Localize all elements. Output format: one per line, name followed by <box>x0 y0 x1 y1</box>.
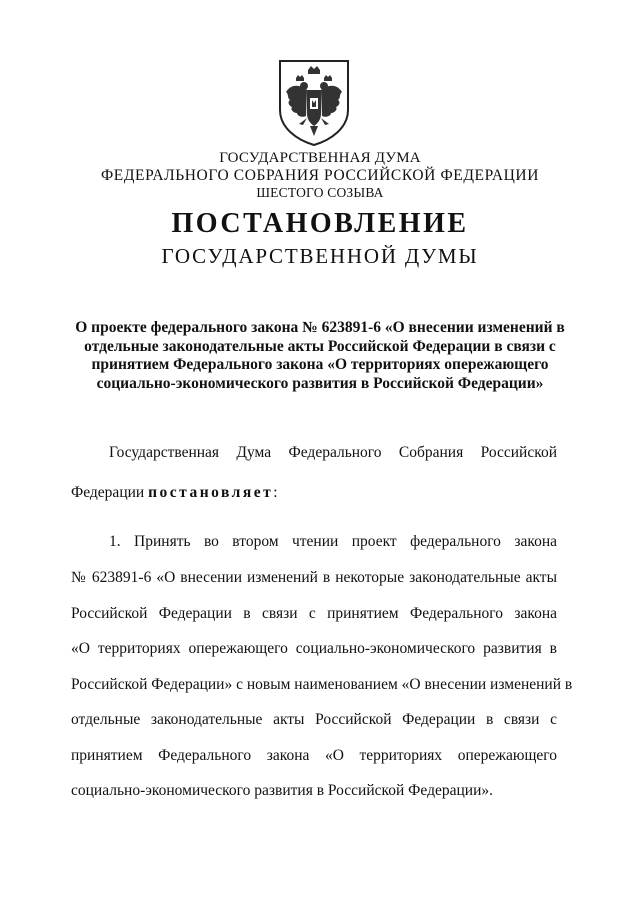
header-convocation: ШЕСТОГО СОЗЫВА <box>256 185 384 200</box>
item1-line: социально-экономического развития в Российской Федерации». <box>71 782 493 799</box>
document-issuer: ГОСУДАРСТВЕННОЙ ДУМЫ <box>161 244 479 268</box>
item1-line: отдельные законодательные акты Российской Федерации в связи с <box>71 711 557 728</box>
subject-line: принятием Федерального закона «О территориях опережающего <box>91 356 549 373</box>
subject-line: отдельные законодательные акты Российской Федерации в связи с <box>84 337 556 355</box>
item1-line: Российской Федерации» с новым наименованием «О внесении изменений в <box>71 676 573 693</box>
preamble-suffix: : <box>273 484 278 501</box>
coat-of-arms-icon <box>277 58 351 148</box>
subject-line: О проекте федерального закона № 623891-6 «О внесении изменений в <box>75 319 565 336</box>
preamble-line <box>71 484 557 502</box>
subject-line: социально-экономического развития в Российской Федерации» <box>96 374 544 392</box>
preamble-prefix: Федерации <box>71 484 145 501</box>
item1-line: № 623891-6 «О внесении изменений в некоторые законодательные акты <box>71 569 557 586</box>
item1-line: «О территориях опережающего социально-экономического развития в <box>71 640 557 657</box>
document-subject <box>60 319 580 393</box>
document-type: ПОСТАНОВЛЕНИЕ <box>171 208 469 239</box>
item1-line: принятием Федерального закона «О территориях опережающего <box>71 747 557 764</box>
preamble-line: Государственная Дума Федерального Собрания Российской <box>109 444 557 461</box>
header-duma: ГОСУДАРСТВЕННАЯ ДУМА <box>219 150 421 166</box>
item1-line: Российской Федерации в связи с принятием Федерального закона <box>71 605 557 622</box>
header-federal-assembly: ФЕДЕРАЛЬНОГО СОБРАНИЯ РОССИЙСКОЙ ФЕДЕРАЦИИ <box>100 167 540 184</box>
preamble-verb: постановляет <box>148 484 274 501</box>
item1-line: 1. Принять во втором чтении проект федерального закона <box>109 533 557 550</box>
